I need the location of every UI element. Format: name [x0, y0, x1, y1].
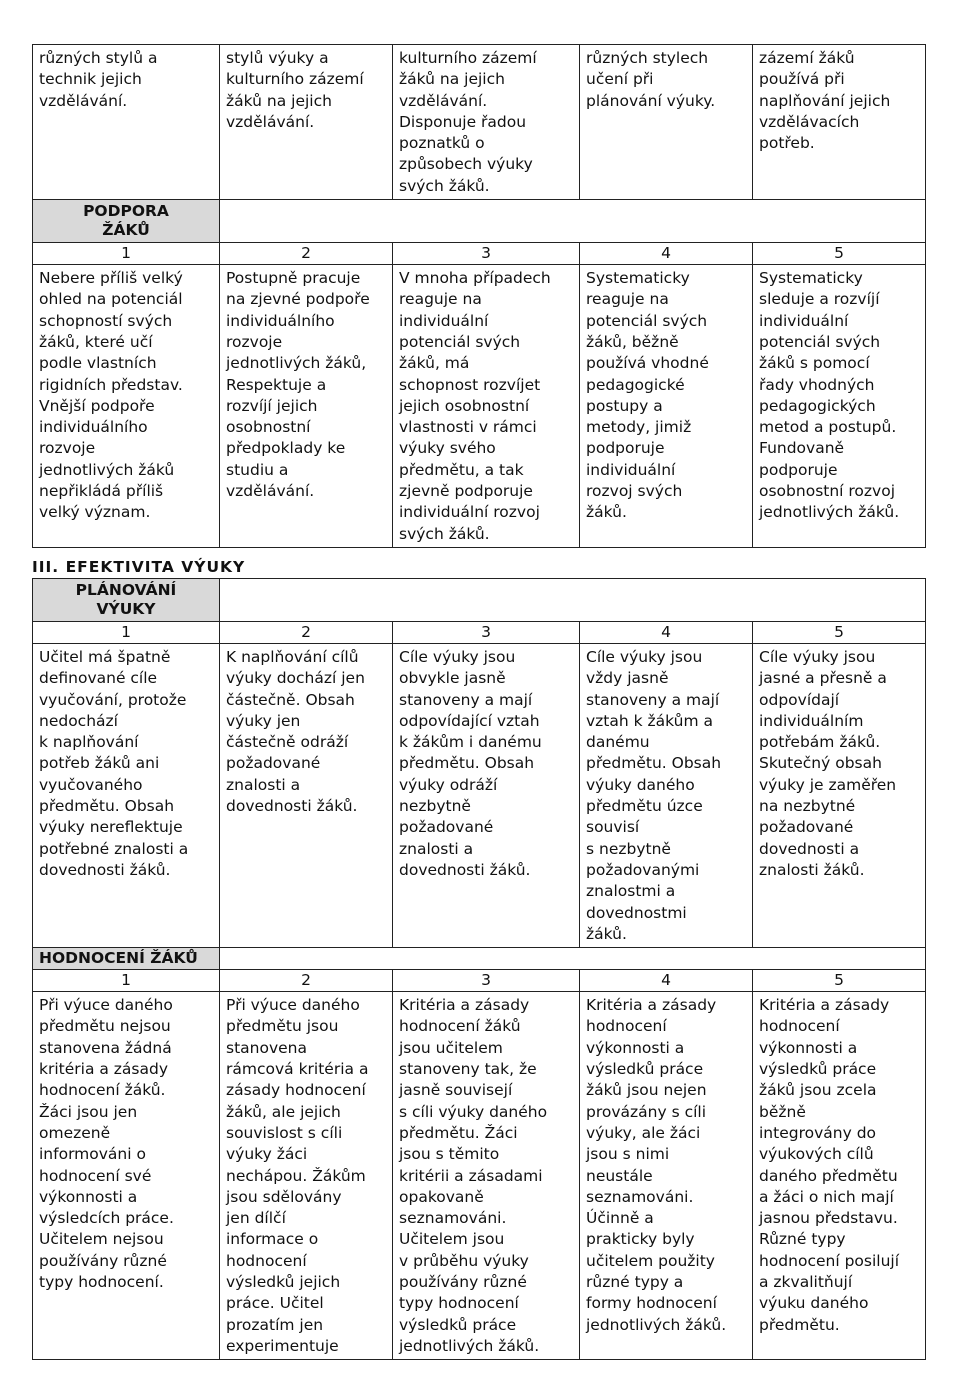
- scale-1: 1: [33, 622, 220, 644]
- section-header-planovani: PLÁNOVÁNÍ VÝUKY: [33, 579, 220, 622]
- scale-2: 2: [220, 970, 393, 992]
- table-row: [33, 265, 926, 548]
- descriptor-cell-5: Cíle výuky jsou jasné a přesně a odpovídají individuálním potřebám žáků. Skutečný obsah výuky je zaměřen na nezbytné požadované dovednosti a znalosti žáků.: [753, 644, 926, 948]
- descriptor-cell-1: Učitel má špatně definované cíle vyučování, protože nedochází k naplňování potřeb žáků ani vyučovaného předmětu. Obsah výuky nereflektuje potřebné znalosti a dovednosti žáků.: [33, 644, 220, 948]
- descriptor-cell-5: Systematicky sleduje a rozvíjí individuální potenciál svých žáků s pomocí řady vhodných pedagogických metod a postupů. Fundovaně podporuje osobnostní rozvoj jednotlivých žáků.: [753, 265, 926, 548]
- scale-row: [33, 243, 926, 265]
- descriptor-cell-4: Cíle výuky jsou vždy jasně stanoveny a mají vztah k žákům a danému předmětu. Obsah výuky daného předmětu úzce souvisí s nezbytně požadovanými znalostmi a dovednostmi žáků.: [580, 644, 753, 948]
- continuation-cell-2: stylů výuky a kulturního zázemí žáků na jejich vzdělávání.: [220, 45, 393, 200]
- descriptor-cell-3: V mnoha případech reaguje na individuální potenciál svých žáků, má schopnost rozvíjet jejich osobnostní vlastnosti v rámci výuky svého předmětu, a tak zjevně podporuje individuální rozvoj svých žáků.: [393, 265, 580, 548]
- scale-3: 3: [393, 243, 580, 265]
- descriptor-cell-2: Postupně pracuje na zjevné podpoře individuálního rozvoje jednotlivých žáků, Respektuje a rozvíjí jejich osobnostní předpoklady ke studiu a vzdělávání.: [220, 265, 393, 548]
- scale-2: 2: [220, 622, 393, 644]
- continuation-cell-3: kulturního zázemí žáků na jejich vzdělávání. Disponuje řadou poznatků o způsobech výuky svých žáků.: [393, 45, 580, 200]
- scale-3: 3: [393, 970, 580, 992]
- scale-4: 4: [580, 243, 753, 265]
- scale-row: [33, 970, 926, 992]
- section-title: III. EFEKTIVITA VÝUKY: [32, 558, 246, 576]
- descriptor-cell-3: Cíle výuky jsou obvykle jasně stanoveny a mají odpovídající vztah k žákům i danému předmětu. Obsah výuky odráží nezbytně požadované znalosti a dovednosti žáků.: [393, 644, 580, 948]
- descriptor-cell-4: Kritéria a zásady hodnocení výkonnosti a výsledků práce žáků jsou nejen provázány s cíli výuky, ale žáci jsou s nimi neustále seznamováni. Účinně a prakticky byly učitelem použity různé typy a formy hodnocení jednotlivých žáků.: [580, 992, 753, 1360]
- descriptor-cell-4: Systematicky reaguje na potenciál svých žáků, běžně používá vhodné pedagogické postupy a metody, jimiž podporuje individuální rozvoj svých žáků.: [580, 265, 753, 548]
- section-header-row: [33, 200, 926, 243]
- descriptor-cell-1: Při výuce daného předmětu nejsou stanovena žádná kritéria a zásady hodnocení žáků. Žáci jsou jen omezeně informováni o hodnocení své výkonnosti a výsledcích práce. Učitelem nejsou používány různé typy hodnocení.: [33, 992, 220, 1360]
- section-header-hodnoceni: HODNOCENÍ ŽÁKŮ: [33, 948, 220, 970]
- descriptor-cell-2: K naplňování cílů výuky dochází jen částečně. Obsah výuky jen částečně odráží požadované znalosti a dovednosti žáků.: [220, 644, 393, 948]
- table-row: [33, 644, 926, 948]
- descriptor-cell-1: Nebere příliš velký ohled na potenciál schopností svých žáků, které učí podle vlastních rigidních představ. Vnější podpoře individuálního rozvoje jednotlivých žáků nepřikládá příliš velký význam.: [33, 265, 220, 548]
- descriptor-cell-3: Kritéria a zásady hodnocení žáků jsou učitelem stanoveny tak, že jasně souvisejí s cíli výuky daného předmětu. Žáci jsou s těmito kritérii a zásadami opakovaně seznamováni. Učitelem jsou v průběhu výuky používány různé typy hodnocení výsledků práce jednotlivých žáků.: [393, 992, 580, 1360]
- scale-5: 5: [753, 243, 926, 265]
- scale-3: 3: [393, 622, 580, 644]
- efficiency-table: [32, 578, 926, 1360]
- descriptor-cell-5: Kritéria a zásady hodnocení výkonnosti a výsledků práce žáků jsou zcela běžně integrovány do výukových cílů daného předmětu a žáci o nich mají jasnou představu. Různé typy hodnocení posilují a zkvalitňují výuku daného předmětu.: [753, 992, 926, 1360]
- table-row: [33, 45, 926, 200]
- header-blank: [220, 579, 926, 622]
- scale-2: 2: [220, 243, 393, 265]
- scale-row: [33, 622, 926, 644]
- support-table: [32, 44, 926, 548]
- section-header-podpora: PODPORA ŽÁKŮ: [33, 200, 220, 243]
- scale-4: 4: [580, 970, 753, 992]
- scale-1: 1: [33, 243, 220, 265]
- scale-5: 5: [753, 970, 926, 992]
- scale-1: 1: [33, 970, 220, 992]
- continuation-cell-4: různých stylech učení při plánování výuky.: [580, 45, 753, 200]
- continuation-cell-1: různých stylů a technik jejich vzdělávání.: [33, 45, 220, 200]
- header-blank: [220, 200, 926, 243]
- descriptor-cell-2: Při výuce daného předmětu jsou stanovena rámcová kritéria a zásady hodnocení žáků, ale jejich souvislost s cíli výuky žáci nechápou. Žákům jsou sdělovány jen dílčí informace o hodnocení výsledků jejich práce. Učitel prozatím jen experimentuje: [220, 992, 393, 1360]
- section-header-row: [33, 579, 926, 622]
- header-blank: [220, 948, 926, 970]
- section-header-row: [33, 948, 926, 970]
- scale-5: 5: [753, 622, 926, 644]
- table-row: [33, 992, 926, 1360]
- continuation-cell-5: zázemí žáků používá při naplňování jejich vzdělávacích potřeb.: [753, 45, 926, 200]
- scale-4: 4: [580, 622, 753, 644]
